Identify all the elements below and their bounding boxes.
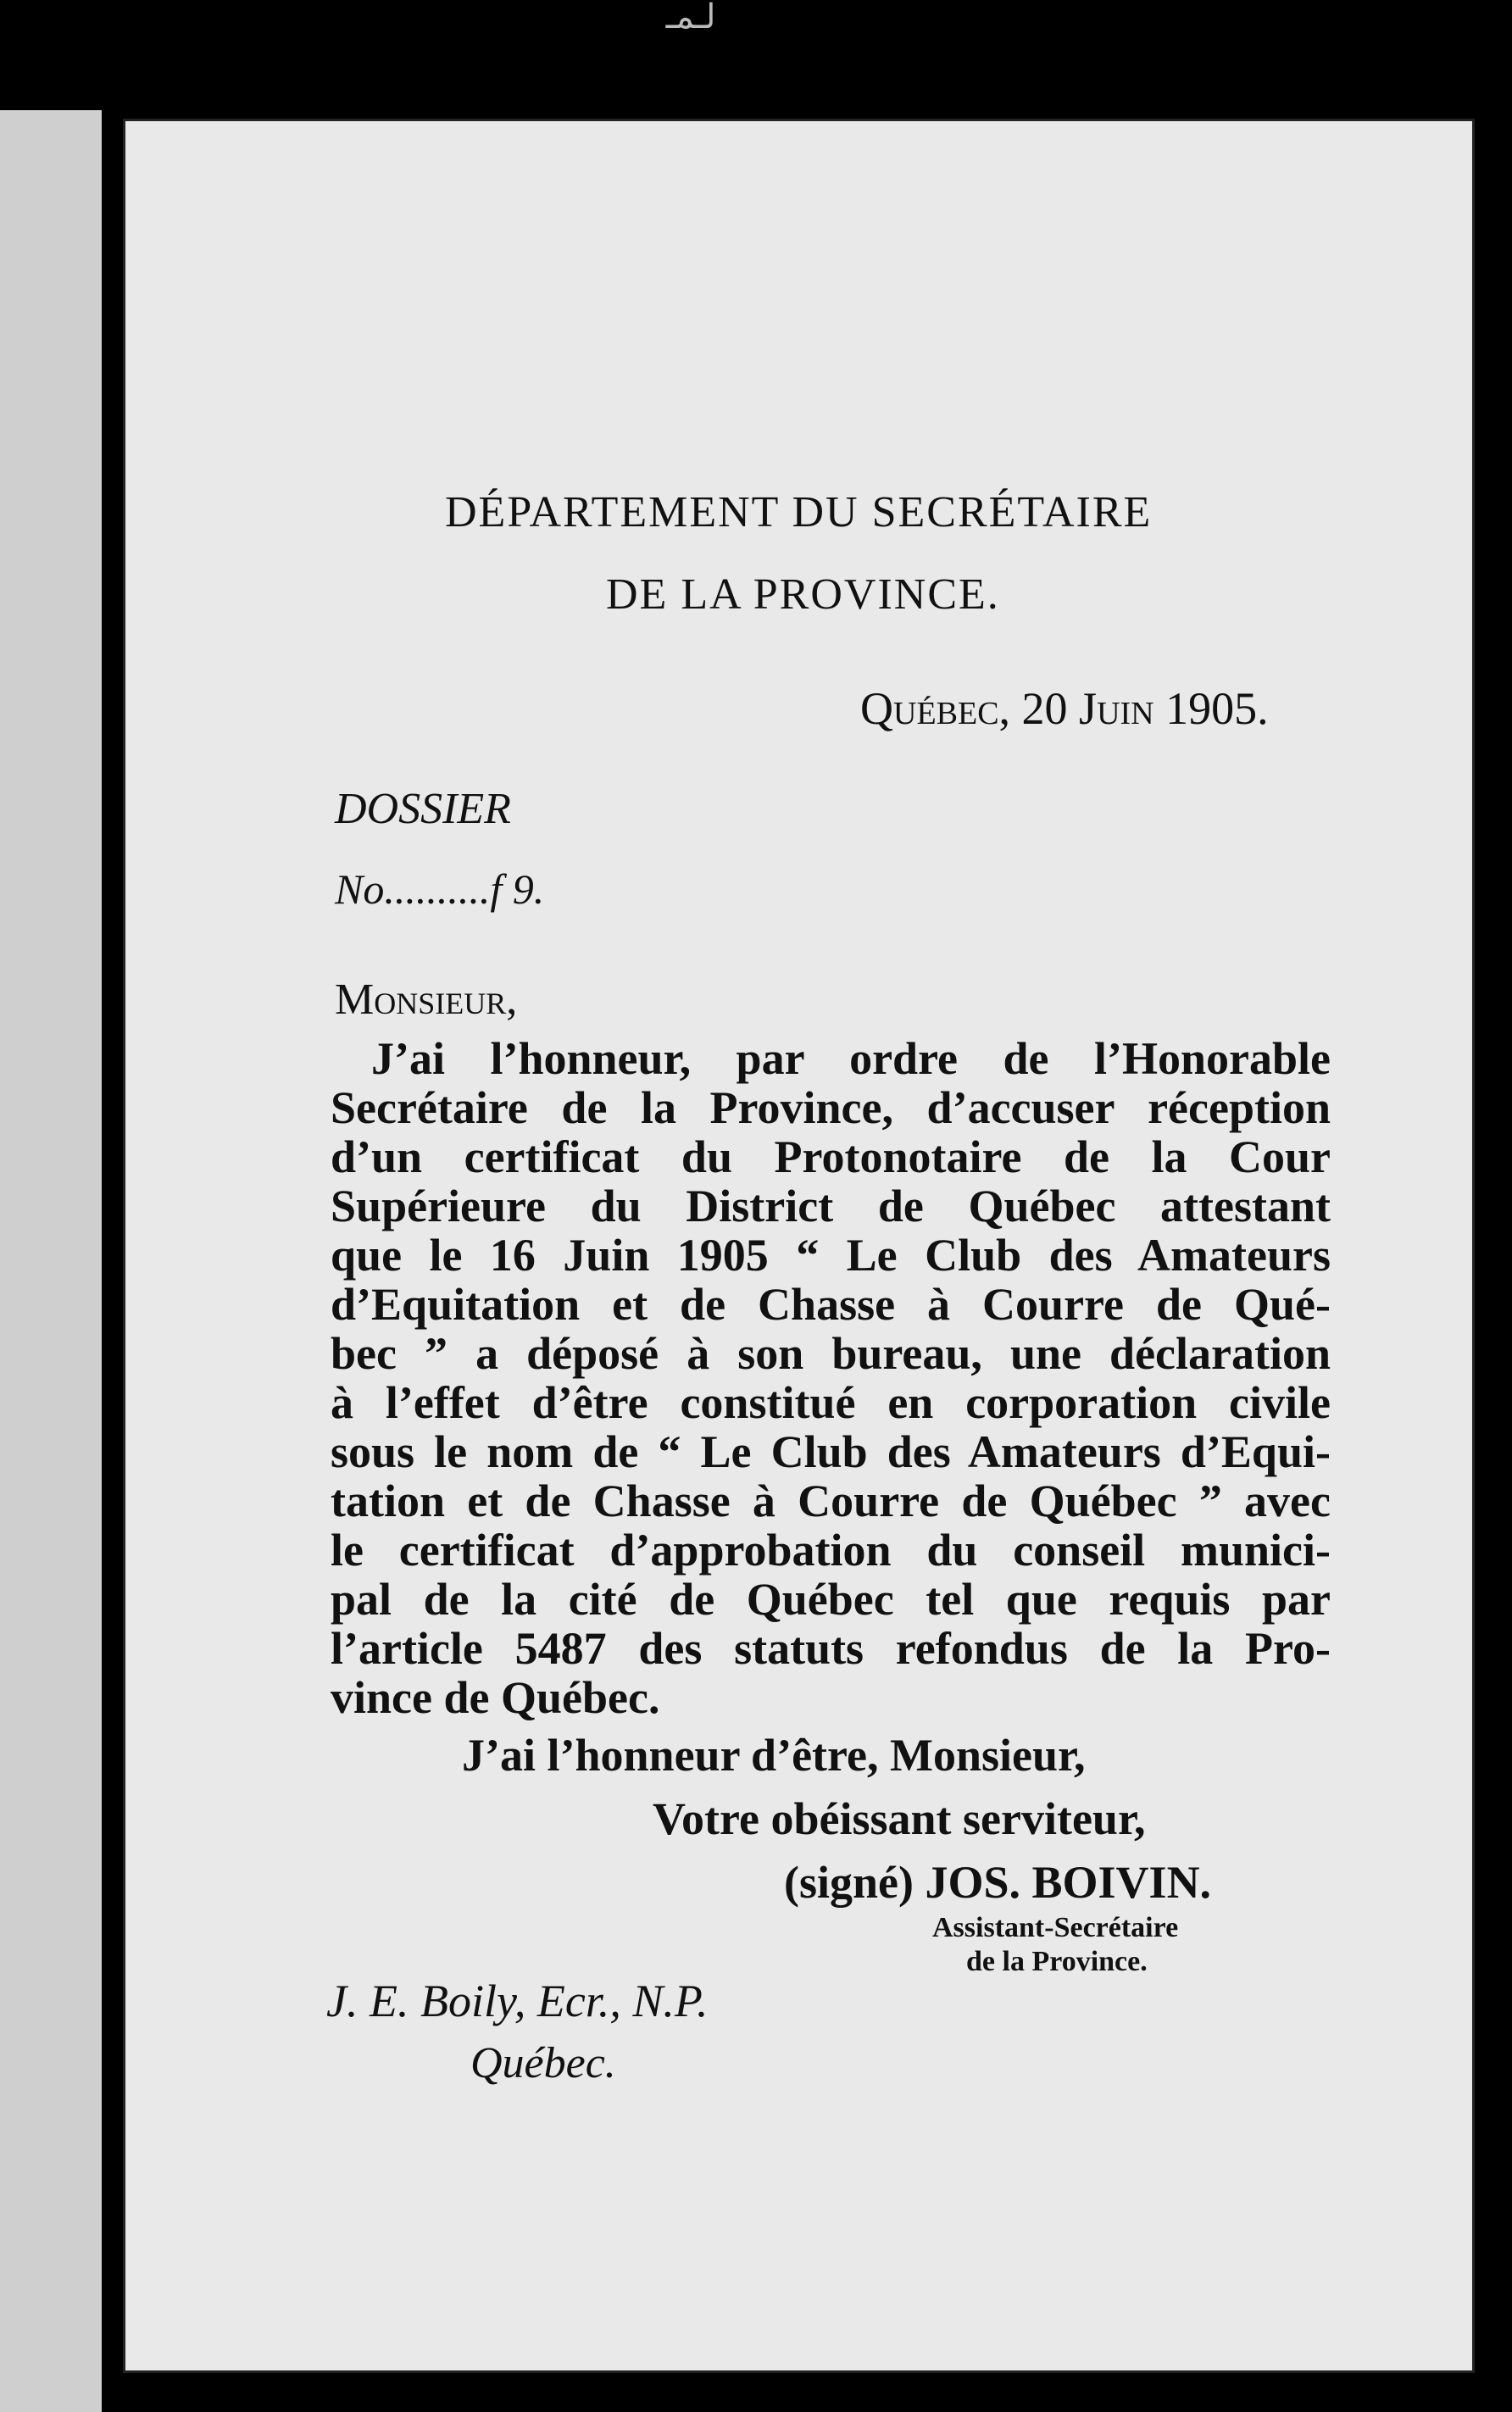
body-line-8: à l’effet d’être constitué en corporation civile xyxy=(331,1377,1331,1428)
department-line-1: DÉPARTEMENT DU SECRÉTAIRE xyxy=(445,488,1153,536)
letter-body xyxy=(331,1034,1331,1722)
body-line-5: que le 16 Juin 1905 “ Le Club des Amateurs xyxy=(331,1230,1331,1281)
body-line-4: Supérieure du District de Québec attestant xyxy=(331,1181,1331,1231)
dossier-number: No..........f 9. xyxy=(335,865,545,913)
facing-page xyxy=(0,110,102,2412)
body-line-13: l’article 5487 des statuts refondus de la Pro- xyxy=(331,1623,1331,1674)
salutation: Monsieur, xyxy=(335,975,518,1024)
body-line-10: tation et de Chasse à Courre de Québec ” avec xyxy=(331,1476,1331,1526)
body-line-2: Secrétaire de la Province, d’accuser réception xyxy=(331,1082,1331,1133)
top-corner-mark: لـمـ xyxy=(665,0,716,36)
body-line-12: pal de la cité de Québec tel que requis par xyxy=(331,1574,1331,1625)
body-line-6: d’Equitation et de Chasse à Courre de Qué- xyxy=(331,1279,1331,1330)
recipient-city: Québec. xyxy=(470,2039,616,2087)
body-line-11: le certificat d’approbation du conseil munici- xyxy=(331,1525,1331,1576)
signer-title-line-2: de la Province. xyxy=(966,1946,1148,1977)
closing-line-2: Votre obéissant serviteur, xyxy=(653,1793,1146,1844)
body-line-9: sous le nom de “ Le Club des Amateurs d’Equi- xyxy=(331,1426,1331,1477)
signature: (signé) JOS. BOIVIN. xyxy=(784,1857,1212,1908)
signer-title-line-1: Assistant-Secrétaire xyxy=(932,1912,1179,1943)
department-line-2: DE LA PROVINCE. xyxy=(606,570,1000,619)
closing-line-1: J’ai l’honneur d’être, Monsieur, xyxy=(462,1730,1086,1781)
body-line-14: vince de Québec. xyxy=(331,1672,660,1723)
body-line-3: d’un certificat du Protonotaire de la Cour xyxy=(331,1131,1331,1182)
recipient-name: J. E. Boily, Ecr., N.P. xyxy=(326,1976,709,2026)
dossier-label: DOSSIER xyxy=(335,785,511,833)
body-line-7: bec ” a déposé à son bureau, une déclaration xyxy=(331,1328,1331,1379)
body-line-1: J’ai l’honneur, par ordre de l’Honorable xyxy=(371,1033,1331,1084)
date-line: Québec, 20 Juin 1905. xyxy=(860,683,1269,734)
